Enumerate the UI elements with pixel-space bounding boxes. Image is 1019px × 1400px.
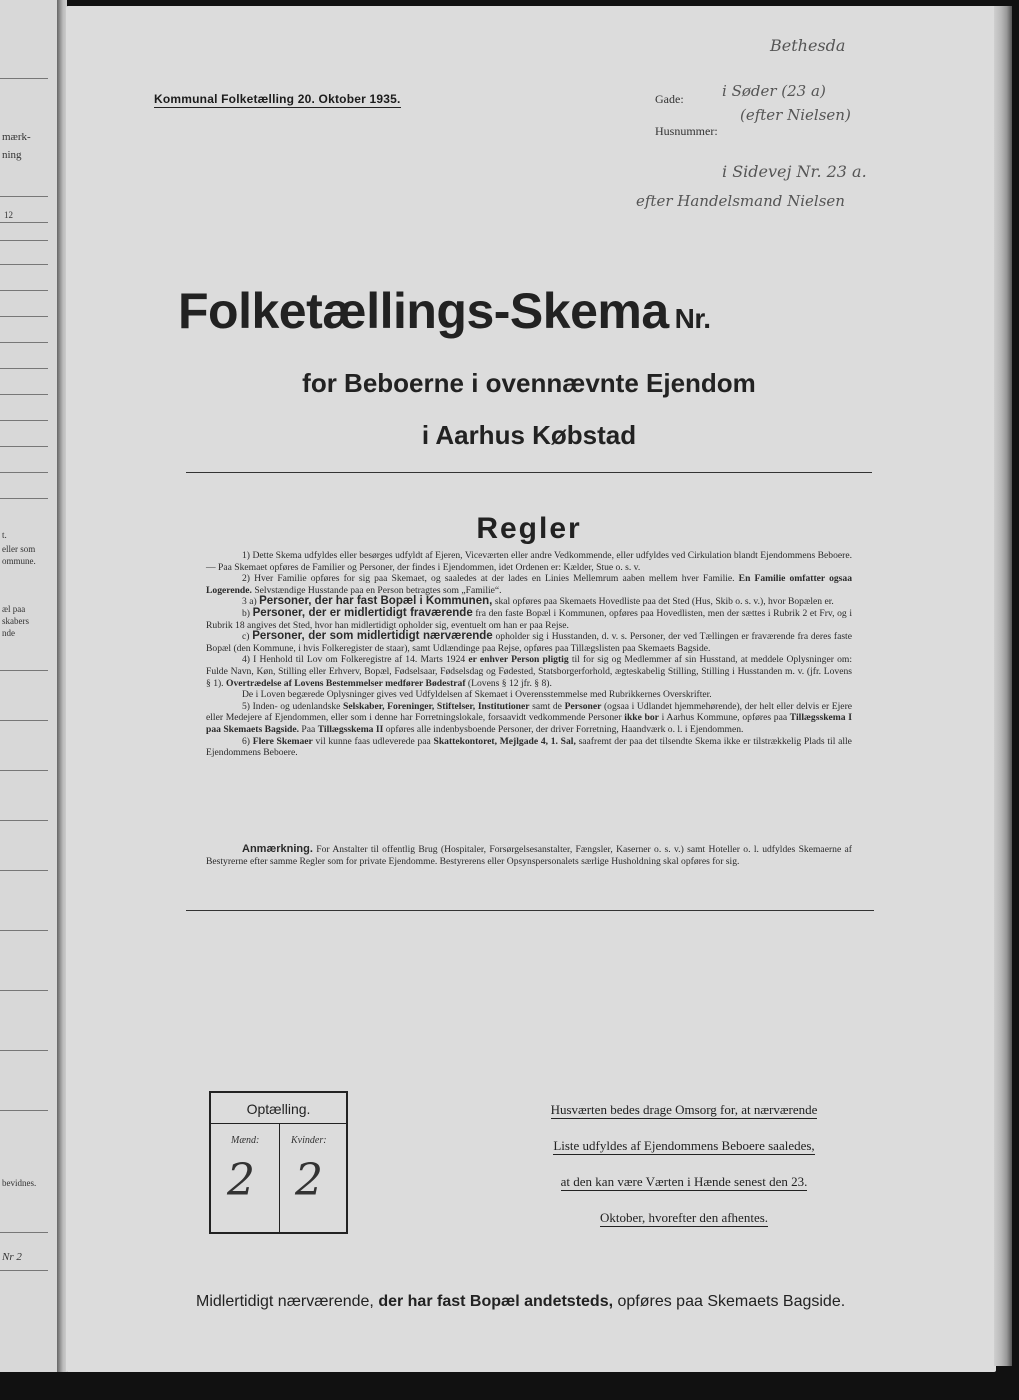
page-edge: [994, 6, 1012, 1366]
notice-line: Husværten bedes drage Omsorg for, at nærværende: [550, 1102, 818, 1117]
form-title-text: Folketællings-Skema: [178, 283, 669, 339]
left-fragment: 12: [4, 210, 13, 220]
count-box-title: Optælling.: [211, 1093, 346, 1124]
remark-divider: [186, 910, 874, 911]
count-box-divider: [279, 1123, 280, 1232]
left-fragment: skabers: [2, 616, 29, 626]
left-fragment: ommune.: [2, 556, 36, 566]
rule-3c: c) Personer, der som midlertidigt nærværende opholder sig i Husstanden, d. v. s. Personer, der ved Tællingen er fraværende fra deres faste Bopæl (den Kommune, i hvis Folkeregister de staar), samt Udlændinge paa Rejse, opføres paa Tillægslisten paa Skemaets Bagside.: [206, 630, 852, 654]
rule-4-note: De i Loven begærede Oplysninger gives ved Udfyldelsen af Skemaet i Overensstemmelse med Rubrikkernes Overskrifter.: [242, 689, 712, 701]
footer-instruction: Midlertidigt nærværende, der har fast Bopæl andetsteds, opføres paa Skemaets Bagside.: [196, 1293, 846, 1310]
previous-page-edge: [0, 0, 60, 1372]
form-subtitle: for Beboerne i ovennævnte Ejendom: [302, 368, 756, 398]
left-fragment: æl paa: [2, 604, 26, 614]
handwritten-street: i Søder (23 a): [722, 82, 826, 100]
rule-5: 5) Inden- og udenlandske Selskaber, Foreninger, Stiftelser, Institutioner samt de Personer (ogsaa i Udlandet hjemmehørende), der helt eller delvis er Ejere eller Medejere af Ejendommen, eller som i denne har Forretningslokale, forsaavidt vedkommende Personer ikke bor i Aarhus Kommune, opføres paa Tillægsskema I paa Skemaets Bagside. Paa Tillægsskema II opføres alle indenbysboende Personer, der driver Forretning, Haandværk o. l. i Ejendommen.: [206, 700, 853, 735]
title-divider: [186, 472, 872, 473]
men-count: 2: [227, 1155, 255, 1206]
left-fragment: ning: [2, 149, 22, 161]
rule-3b: b) Personer, der er midlertidigt fraværende fra den faste Bopæl i Kommunen, opføres paa Hovedlisten, men der sættes i Rubrik 2 et Frv, og i Rubrik 18 angives det Sted, hvor han midlertidigt opholder sig, eventuelt om han er paa Rejse.: [206, 606, 852, 631]
gade-label: Gade:: [655, 92, 684, 106]
rules-heading: Regler: [476, 512, 582, 545]
handwritten-house-number: i Sidevej Nr. 23 a.: [722, 162, 867, 181]
left-fragment: t.: [2, 530, 7, 540]
rules-text: [206, 550, 852, 759]
form-location: i Aarhus Købstad: [421, 420, 637, 450]
men-label: Mænd:: [231, 1135, 260, 1146]
left-fragment: mærk-: [2, 131, 31, 143]
notice-line: Oktober, hvorefter den afhentes.: [599, 1210, 769, 1225]
remark-text: For Anstalter til offentlig Brug (Hospitaler, Forsørgelsesanstalter, Fængsler, Kaserner o. s. v.) samt Hoteller o. l. udfyldes Skemaerne af Bestyrerne efter samme Regler som for private Ejendomme. Bestyrerens eller Opsynspersonalets særlige Husholdning skal opføres for sig.: [206, 844, 852, 867]
form-title: [178, 282, 711, 340]
left-fragment: bevidnes.: [2, 1178, 37, 1188]
rule-2: 2) Hver Familie opføres for sig paa Skemaet, og saaledes at der lades en Linies Mellemrum aaben mellem hver Familie. En Familie omfatter ogsaa Logerende. Selvstændige Husstande paa en Person betragtes som „Familie“.: [206, 573, 852, 596]
form-number-label: Nr.: [674, 303, 711, 334]
remark-paragraph: [206, 844, 852, 867]
census-header-title: Kommunal Folketælling 20. Oktober 1935.: [154, 92, 401, 106]
handwritten-name: Bethesda: [770, 36, 846, 55]
rule-6: 6) Flere Skemaer vil kunne faas udleverede paa Skattekontoret, Mejlgade 4, 1. Sal, saafremt der paa det tilsendte Skema ikke er tilstrækkelig Plads til alle Ejendommens Beboere.: [206, 735, 852, 759]
handwritten-house-note: efter Handelsmand Nielsen: [636, 192, 845, 210]
notice-line: at den kan være Værten i Hænde senest den 23.: [560, 1174, 808, 1189]
rule-3a: 3 a) Personer, der har fast Bopæl i Kommunen, skal opføres paa Skemaets Hovedliste paa det Sted (Hus, Skib o. s. v.), hvor Bopælen er.: [242, 595, 834, 608]
left-fragment-handwritten: Nr 2: [2, 1251, 22, 1263]
handwritten-street-note: (efter Nielsen): [740, 106, 851, 124]
women-count: 2: [295, 1155, 323, 1206]
left-fragment: nde: [2, 628, 15, 638]
remark-label: Anmærkning.: [242, 843, 313, 855]
notice-line: Liste udfyldes af Ejendommens Beboere saaledes,: [553, 1138, 815, 1153]
left-fragment: eller som: [2, 544, 36, 554]
husnummer-label: Husnummer:: [655, 124, 718, 138]
rule-1: 1) Dette Skema udfyldes eller besørges udfyldt af Ejeren, Viceværten eller andre Vedkommende, eller udfyldes ved Cirkulation blandt Ejendommens Beboere. — Paa Skemaet opføres de Familier og Personer, der findes i Ejendommen, idet Ordenen er: Kælder, Stue o. s. v.: [206, 550, 852, 573]
count-box: [209, 1091, 348, 1234]
women-label: Kvinder:: [291, 1135, 327, 1146]
rule-4: 4) I Henhold til Lov om Folkeregistre af 14. Marts 1924 er enhver Person pligtig til for sig og Medlemmer af sin Husstand, at meddele Oplysninger om: Fulde Navn, Køn, Stilling eller Erhverv, Bopæl, Fødselsaar, Fødselsdag og Fødested, Statsborgerforhold, ægteskabelig Stilling, Stilling i Husstanden m. v. (jfr. Lovens § 1). Overtrædelse af Lovens Bestemmelser medfører Bødestraf (Lovens § 12 jfr. § 8).: [206, 654, 852, 689]
